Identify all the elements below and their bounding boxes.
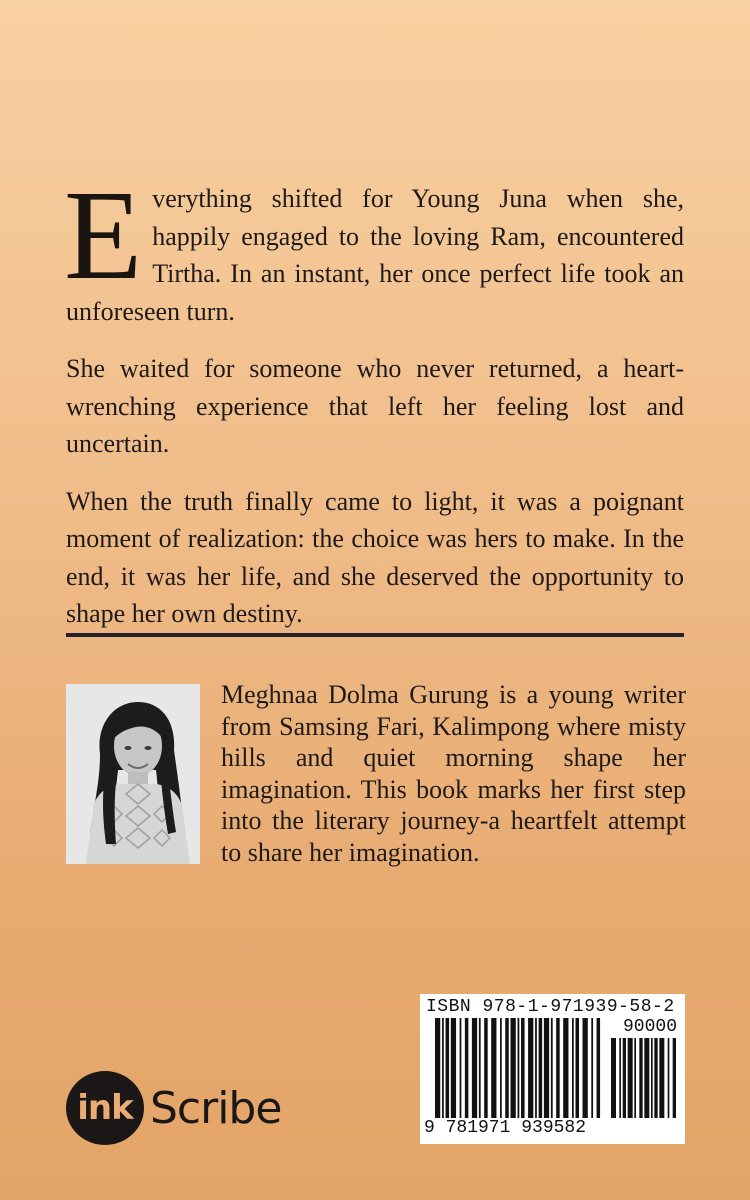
synopsis [64, 164, 684, 653]
barcode-bar [472, 1018, 477, 1118]
barcode-bar [639, 1038, 642, 1118]
barcode-bar [668, 1038, 670, 1118]
barcode-bar [500, 1018, 502, 1118]
barcode-bar [644, 1038, 649, 1118]
author-bio: Meghnaa Dolma Gurung is a young writer from Samsing Fari, Kalimpong where misty hills and quiet morning shape her imagination. This book marks her first step into the literary journey-a heartfelt attempt to share her imagination. [221, 680, 686, 867]
barcode-bar [572, 1018, 574, 1118]
drop-cap: E [64, 164, 143, 306]
barcode-bar [623, 1038, 626, 1118]
barcode-bar [628, 1038, 633, 1118]
barcode-bar [673, 1038, 676, 1118]
barcode-bar [634, 1038, 636, 1118]
barcode-bar [435, 1018, 440, 1118]
barcode-bar [518, 1018, 520, 1118]
barcode-bar [528, 1018, 533, 1118]
barcode-bar [659, 1038, 664, 1118]
barcode-addon-bars [610, 1038, 676, 1118]
publisher-logo-mark: ink [66, 1071, 144, 1145]
section-divider [66, 633, 684, 637]
barcode-addon-code: 90000 [622, 1017, 677, 1037]
barcode-bar [551, 1018, 553, 1118]
barcode-bar [465, 1018, 469, 1118]
barcode-bar [451, 1018, 456, 1118]
isbn-label: ISBN 978-1-971939-58-2 [426, 997, 675, 1017]
barcode-bar [511, 1018, 516, 1118]
barcode-bar [576, 1018, 580, 1118]
synopsis-paragraph-2: She waited for someone who never returned, a heart-wrenching experience that left her feeling lost and uncertain. [66, 354, 684, 458]
barcode-bar [563, 1018, 568, 1118]
barcode-bar [479, 1018, 481, 1118]
ean-digits: 9 781971 939582 [424, 1118, 587, 1138]
isbn-barcode [420, 994, 685, 1144]
barcode-bar [556, 1018, 560, 1118]
barcode-bar [521, 1018, 525, 1118]
author-portrait-illustration [66, 684, 200, 864]
author-photo [66, 684, 200, 864]
barcode-bar [611, 1038, 616, 1118]
synopsis-paragraph-1-text: verything shifted for Young Juna when she, happily engaged to the loving Ram, encountered Tirtha. In an instant, her once perfect life took an unforeseen turn. [66, 184, 684, 326]
barcode-bar [484, 1018, 488, 1118]
barcode-bar [591, 1018, 593, 1118]
barcode-bar [619, 1038, 621, 1118]
barcode-bar [446, 1018, 450, 1118]
barcode-bar [539, 1018, 543, 1118]
synopsis-paragraph-3: When the truth finally came to light, it was a poignant moment of realization: the choice was hers to make. In the end, it was her life, and she deserved the opportunity to shape her own destiny. [66, 486, 684, 628]
barcode-bar [654, 1038, 657, 1118]
barcode-bar [583, 1018, 588, 1118]
barcode-bar [505, 1018, 509, 1118]
barcode-bar [651, 1038, 653, 1118]
barcode-main-bars [434, 1018, 604, 1118]
synopsis-paragraph-1 [64, 164, 684, 330]
barcode-bar [442, 1018, 444, 1118]
barcode-bar [491, 1018, 496, 1118]
barcode-bar [597, 1018, 601, 1118]
publisher-name: Scribe [150, 1082, 282, 1134]
barcode-bar [460, 1018, 462, 1118]
publisher-logo [66, 1071, 281, 1145]
barcode-bar [544, 1018, 549, 1118]
barcode-bar [535, 1018, 537, 1118]
